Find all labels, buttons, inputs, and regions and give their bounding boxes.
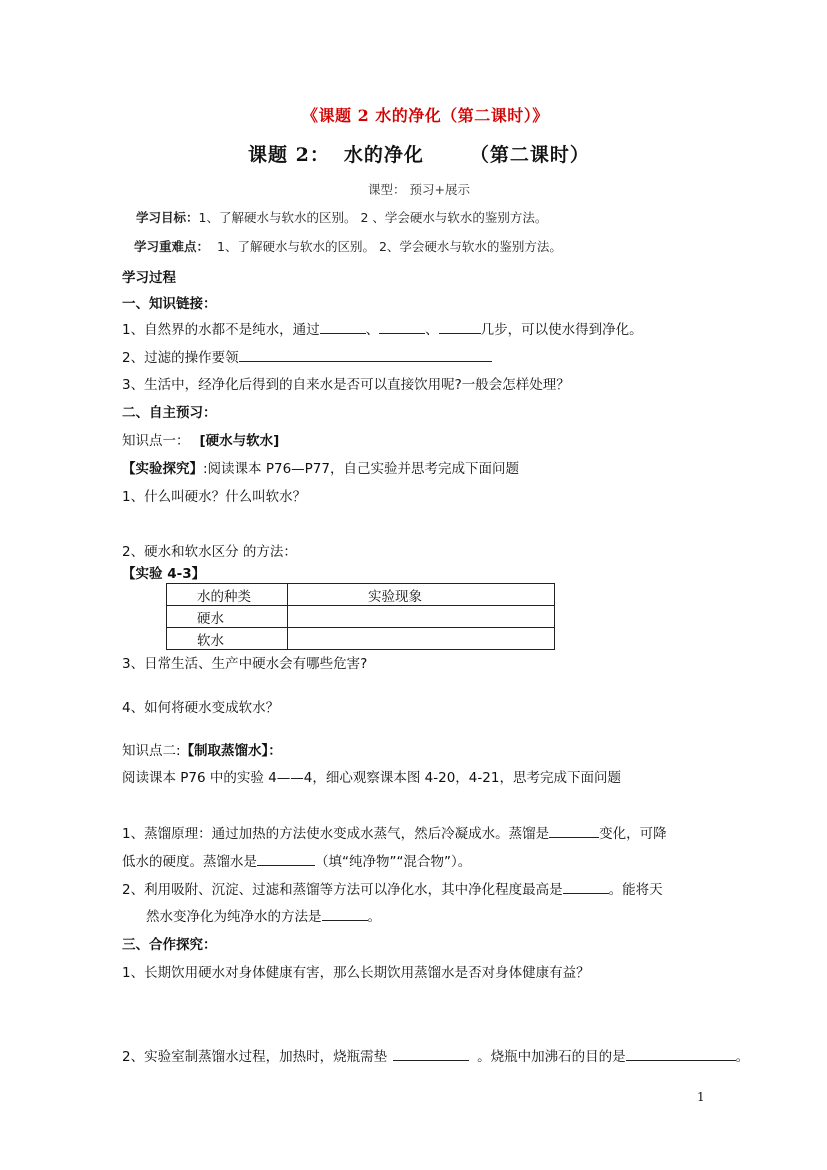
s1-q1-sep: 、: [365, 322, 380, 338]
kp2-q2-text: 然水变净化为纯净水的方法是: [146, 909, 322, 925]
knowledge-point-1: [122, 429, 279, 449]
s3-question-2: [122, 1045, 749, 1065]
answer-blank[interactable]: [379, 319, 425, 334]
s3-q2-text: 。: [735, 1049, 750, 1065]
s1-q1-sep: 、: [425, 322, 439, 338]
s3-q2-text: 。烧瓶中加沸石的目的是: [477, 1049, 626, 1065]
answer-blank[interactable]: [257, 851, 315, 866]
learning-objectives: [136, 208, 547, 226]
kp1-question-3: 3、日常生活、生产中硬水会有哪些危害?: [122, 656, 368, 672]
kp1-label: 知识点一：: [122, 433, 190, 449]
kp2-q2-text: 2、利用吸附、沉淀、过滤和蒸馏等方法可以净化水，其中净化程度最高是: [122, 882, 563, 898]
explore-text: :阅读课本 P76—P77，自己实验并思考完成下面问题: [203, 461, 519, 477]
kp2-q1-text: 1、蒸馏原理：通过加热的方法使水变成水蒸气，然后冷凝成水。蒸馏是: [122, 826, 550, 842]
table-header-row: [167, 584, 555, 606]
title-lesson-number: 课题 2：: [248, 144, 330, 166]
kp2-question-1-line-2: [122, 850, 471, 870]
table-cell: 硬水: [167, 606, 288, 628]
kp1-question-2: 2、硬水和软水区分 的方法：: [122, 544, 297, 560]
answer-blank[interactable]: [626, 1046, 736, 1061]
kp2-question-1-line-1: [122, 822, 667, 842]
answer-blank[interactable]: [549, 823, 599, 838]
s1-q1-text-end: 几步，可以使水得到净化。: [480, 322, 643, 338]
s1-question-1: [122, 318, 643, 338]
title-topic: 水的净化: [343, 144, 424, 166]
kp2-question-2-line-1: [122, 878, 663, 898]
title-period: （第二课时）: [469, 144, 590, 166]
key-difficulties: [134, 237, 562, 255]
kp2-reading: 阅读课本 P76 中的实验 4——4，细心观察课本图 4-20，4-21，思考完成下面问题: [122, 770, 621, 786]
kp1-title: [硬水与软水]: [199, 433, 280, 449]
key-text: 1、了解硬水与软水的区别。 2、学会硬水与软水的鉴别方法。: [217, 239, 562, 254]
page-number: 1: [697, 1090, 705, 1104]
s3-q2-text: 2、实验室制蒸馏水过程，加热时，烧瓶需垫: [122, 1049, 388, 1065]
s1-q2-text: 2、过滤的操作要领: [122, 350, 239, 366]
answer-blank[interactable]: [563, 879, 609, 894]
kp2-question-2-line-2: [146, 905, 381, 925]
section-1-heading: 一、知识链接：: [122, 296, 217, 312]
kp2-q1-text: （填“纯净物”“混合物”）。: [315, 854, 472, 870]
table-cell[interactable]: [288, 606, 555, 628]
process-heading: 学习过程: [122, 270, 176, 286]
kp1-question-4: 4、如何将硬水变成软水？: [122, 700, 280, 716]
answer-blank[interactable]: [322, 906, 368, 921]
experiment-table: [166, 583, 555, 650]
table-header-cell: 水的种类: [167, 584, 288, 606]
kp2-q1-text: 低水的硬度。蒸馏水是: [122, 854, 257, 870]
s3-question-1: 1、长期饮用硬水对身体健康有害，那么长期饮用蒸馏水是否对身体健康有益？: [122, 965, 590, 981]
section-2-heading: 二、自主预习：: [122, 405, 217, 421]
key-label: 学习重难点：: [134, 239, 210, 254]
kp1-question-1: 1、什么叫硬水？什么叫软水？: [122, 489, 307, 505]
explore-instructions: [122, 457, 519, 477]
kp2-title: 【制取蒸馏水】：: [180, 743, 282, 759]
table-cell[interactable]: [288, 628, 555, 650]
table-row: [167, 628, 555, 650]
kp2-label: 知识点二:: [122, 743, 181, 759]
table-header-cell: 实验现象: [288, 584, 555, 606]
answer-blank[interactable]: [439, 319, 481, 334]
s1-question-3: 3、生活中，经净化后得到的自来水是否可以直接饮用呢?一般会怎样处理？: [122, 377, 570, 393]
kp2-q2-text: 。: [367, 909, 381, 925]
answer-blank[interactable]: [320, 319, 366, 334]
objective-label: 学习目标：: [136, 210, 199, 225]
answer-blank[interactable]: [393, 1046, 469, 1061]
red-document-title: 《课题 2 水的净化（第二课时）》: [302, 106, 549, 125]
table-row: [167, 606, 555, 628]
s1-question-2: [122, 346, 492, 366]
answer-blank[interactable]: [239, 347, 492, 362]
lesson-type: 课型： 预习+展示: [368, 182, 470, 197]
knowledge-point-2: [122, 739, 282, 759]
objective-text: 1、了解硬水与软水的区别。 2 、学会硬水与软水的鉴别方法。: [198, 210, 548, 225]
s1-q1-text: 1、自然界的水都不是纯水，通过: [122, 322, 320, 338]
section-3-heading: 三、合作探究：: [122, 937, 217, 953]
page-title: [248, 140, 590, 167]
explore-label: 【实验探究】: [122, 461, 203, 477]
kp2-q2-text: 。能将天: [608, 882, 663, 898]
experiment-label: 【实验 4-3】: [122, 566, 206, 582]
table-cell: 软水: [167, 628, 288, 650]
kp2-q1-text: 变化，可降: [599, 826, 667, 842]
